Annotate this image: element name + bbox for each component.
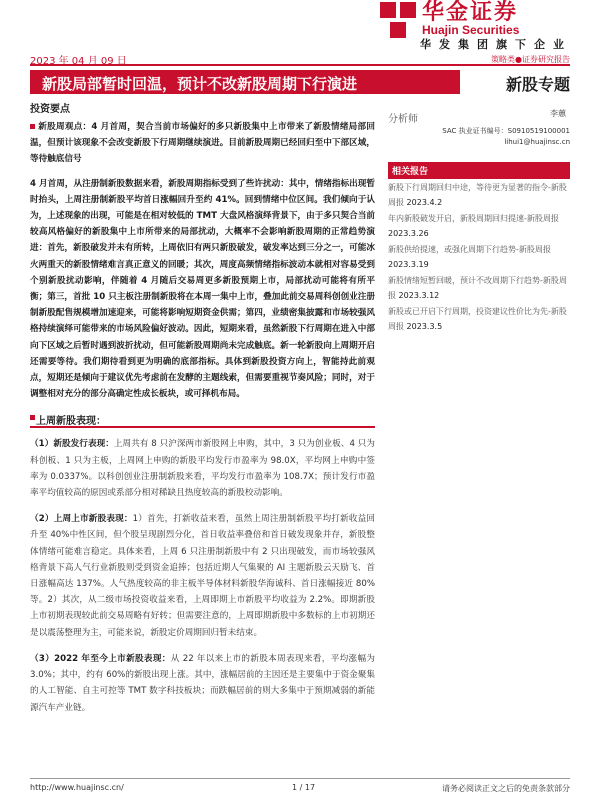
logo-name-en: Huajin Securities	[422, 23, 520, 37]
related-report[interactable]	[388, 212, 570, 241]
related-report-date: 2023.3.19	[388, 259, 429, 269]
page-number: 1 / 17	[292, 783, 316, 792]
listing-head: （2）上周上市新股表现：	[30, 514, 133, 525]
bullet-icon	[30, 124, 35, 129]
main-content	[30, 100, 375, 716]
related-report-title: 新股或已开启下行周期，投资建议性价比为先-新股周报	[388, 307, 567, 331]
analyst-name: 李蕙	[550, 109, 566, 118]
related-reports-header: 相关报告	[388, 162, 570, 179]
date-bar	[30, 52, 570, 66]
page-footer	[30, 778, 570, 796]
related-report[interactable]	[388, 181, 570, 210]
report-date: 2023 年 04 月 09 日	[30, 56, 127, 67]
related-report[interactable]	[388, 305, 570, 334]
listing-body: 1）首先，打新收益来看，虽然上周注册制新股平均打新收益回升至 40%中性区间，但个股呈现剧烈分化，首日收益率叠倍和首日破发现象并存，新股整体情绪可能难言稳定。具体来看，上周 6 只注册制新股中有 2 只出现破发，而市场较强风格背景下高人气行业新股则受到资金追捧；包括近期人气集聚的 AI 主题新股云天励飞、首日涨幅高达 137%。人气热度较高的非主板半导体材料新股华海诚科、首日涨幅接近 80%等。2）其次，从二级市场投资收益来看，上周即期上市新股平均收益为 2.2%。即期新股上市初期表现较此前交易周略有好转；但需要注意的，上周即期新股中多数标的上市初期还是以震荡整理为主，可能来说，新股定价周期回归暂未结束。	[30, 514, 375, 638]
title-band	[30, 70, 460, 94]
topic-title: 新股专题	[505, 75, 570, 94]
analyst-email[interactable]: lihui1@huajinsc.cn	[504, 138, 570, 146]
bullet-icon	[30, 415, 35, 420]
analysis-paragraph: 4 月首周，从注册制新股数据来看，新股周期指标受到了些许扰动：其中，情绪指标出现暂时抬头，上周注册制新股平均首日涨幅回升至约 41%。回到情绪中位区间。我们倾向于认为，上述现象的出现，可能是在相对较低的 TMT 大盘风格演绎背景下，由于多只契合当前较高风格偏好的新股集中上市所带来的局部扰动，大概率不会影响新股周期的正常趋势演进：首先，新股破发并未有所转，上周依旧有两只新股破发，破发率达到三分之一，可能冰火两重天的新股情绪难言真正意义的回暖；其次，周度高频情绪指标波动本就相对容易受到个别新股扰动影响，伴随着 4 月随后交易周更多新股预期上市，局部扰动可能将有所平衡；第三，首批 10 只主板注册制新股将在本周一集中上市，叠加此前交易周科创创业注册制新股配售规模增加速迎来，可能将影响短期资金供需；第四，业绩密集披露和市场较强风格持续演绎可能带来的市场风险偏好波动。因此，短期来看，虽然新股下行周期在进入中部向下区域之后暂时遇到波折扰动，但可能新股周期尚未完成触底。新一轮新股向上周期开启还需要等待。我们期待看到更为明确的底部指标。具体到新股投资方向上，智能持此前观点，短期还是倾向于建议优先考虑前在发酵的主题线索，但需要重视节奏风险；同时，对于调整相对充分的部分高确定性成长板块，或可择机布局。	[30, 178, 375, 400]
related-report-title: 年内新股破发开启，新股周期回归提速-新股周报	[388, 214, 559, 223]
related-report-title: 新股下行周期回归中途，等待更为显著的指令-新股周报	[388, 183, 567, 207]
analyst-sac: SAC 执业证书编号：S0910519100001	[442, 127, 570, 135]
lead-paragraph	[30, 119, 375, 168]
logo-name-cn: 华金证券	[422, 0, 519, 25]
related-report-date: 2023.3.26	[388, 228, 429, 238]
analyst-role: 分析师	[388, 114, 418, 125]
subsidiary-tagline: 华发集团旗下企业	[420, 38, 572, 51]
issuance-paragraph	[30, 436, 375, 501]
footer-disclaimer: 请务必阅读正文之后的免责条款部分	[442, 784, 570, 793]
related-report-date: 2023.3.5	[406, 321, 443, 331]
logo-icon	[380, 2, 416, 38]
related-report[interactable]	[388, 243, 570, 272]
review-label: 上周新股表现：	[36, 416, 106, 428]
company-logo	[380, 2, 570, 38]
related-report-title: 新股供给提速，或强化周期下行趋势-新股周报	[388, 245, 551, 254]
related-report[interactable]	[388, 274, 570, 303]
report-title: 新股局部暂时回温，预计不改新股周期下行演进	[42, 75, 358, 93]
report-channel: 策略类●证券研究报告	[491, 55, 570, 64]
ytd-paragraph	[30, 651, 375, 716]
related-report-title: 新股情绪短暂回暖，预计不改周期下行趋势-新股周报	[388, 276, 567, 300]
related-report-date: 2023.3.12	[398, 290, 440, 300]
review-header	[30, 412, 375, 428]
analyst-row	[388, 108, 570, 126]
issuance-head: （1）新股发行表现：	[30, 439, 114, 450]
related-report-date: 2023.4.2	[406, 197, 443, 207]
ytd-body: 从 22 年以来上市的新股本周表现来看，平均涨幅为 3.0%；其中，约有 60%的新股出现上涨。其中，涨幅居前的主因还是主要集中于资金聚集的人工智能、自主可控等 TMT 数字科技板块；而跌幅居前的则大多集中于预期减弱的新能源汽车产业链。	[30, 653, 376, 713]
lead-text: 新股周观点：4 月首周，契合当前市场偏好的多只新股集中上市带来了新股情绪局部回温，但预计该现象不会改变新股下行周期继续演进。目前新股周期已经回归至中下部区域，等待触底信号	[30, 122, 375, 165]
listing-paragraph	[30, 511, 375, 641]
footer-url[interactable]: http://www.huajinsc.cn/	[30, 783, 124, 792]
ytd-head: （3）2022 年至今上市新股表现：	[30, 653, 171, 664]
issuance-body: 上周共有 8 只沪深两市新股网上申购，其中，3 只为创业板、4 只为科创板、1 只为主板，上周网上申购的新股平均发行市盈率为 98.0X，平均网上申购中签率为 0.0337%。以科创创业注册制新股来看，平均发行市盈率为 108.7X；预计发行市盈率平均值较高的原因或系部分相对稀缺且热度较高的新股校动影响。	[30, 439, 375, 499]
section-label: 投资要点	[30, 104, 70, 115]
sidebar	[388, 108, 570, 334]
